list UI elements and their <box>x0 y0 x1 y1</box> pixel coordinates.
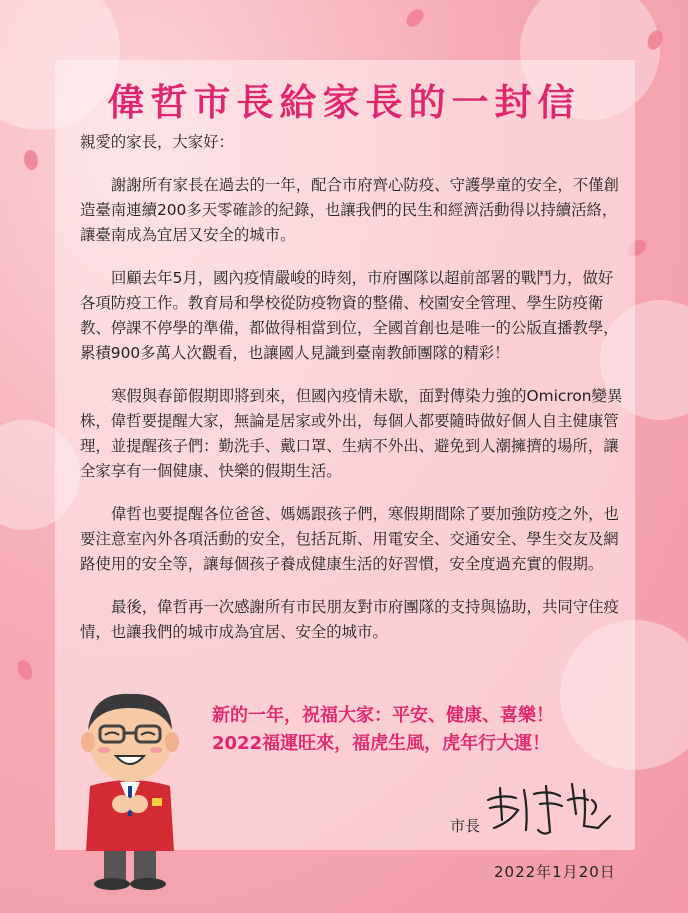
blessing-line: 2022福運旺來，福虎生風，虎年行大運！ <box>212 733 551 754</box>
mayor-cartoon-icon <box>62 686 202 891</box>
letter-date: 2022年1月20日 <box>494 863 616 881</box>
petal-decoration <box>14 658 37 682</box>
letter-paragraph: 謝謝所有家長在過去的一年，配合市府齊心防疫、守護學童的安全，不僅創造臺南連續200多天零確診的紀錄，也讓我們的民生和經濟活動得以持續活絡，讓臺南成為宜居又安全的城市。 <box>80 176 619 244</box>
letter-paragraph: 回顧去年5月，國內疫情嚴峻的時刻，市府團隊以超前部署的戰鬥力，做好各項防疫工作。教育局和學校從防疫物資的整備、校園安全管理、學生防疫衛教、停課不停學的準備，都做得相當到位，全國首創也是唯一的公版直播教學，累積900多萬人次觀看，也讓國人見識到臺南教師團隊的精彩！ <box>80 269 619 362</box>
letter-paragraph: 最後，偉哲再一次感謝所有市民朋友對市府團隊的支持與協助，共同守住疫情，也讓我們的城市成為宜居、安全的城市。 <box>80 598 619 641</box>
letter-title: 偉哲市長給家長的一封信 <box>107 80 581 124</box>
new-year-blessing <box>212 702 554 758</box>
letter-paragraph: 偉哲也要提醒各位爸爸、媽媽跟孩子們，寒假期間除了要加強防疫之外，也要注意室內外各項活動的安全，包括瓦斯、用電安全、交通安全、學生交友及網路使用的安全等，讓每個孩子養成健康生活的好習慣，安全度過充實的假期。 <box>80 505 619 573</box>
blessing-line: 新的一年，祝福大家：平安、健康、喜樂！ <box>212 705 554 726</box>
signature-label: 市長 <box>450 817 481 835</box>
petal-decoration <box>21 148 41 172</box>
handwritten-signature-icon <box>480 770 620 840</box>
letter-body <box>80 130 628 663</box>
letter-paragraph: 寒假與春節假期即將到來，但國內疫情未歇，面對傳染力強的Omicron變異株，偉哲要提醒大家，無論是居家或外出，每個人都要隨時做好個人自主健康管理，並提醒孩子們：勤洗手、戴口罩、生病不外出、避免到人潮擁擠的場所，讓全家享有一個健康、快樂的假期生活。 <box>80 387 623 480</box>
petal-decoration <box>404 6 426 30</box>
salutation: 親愛的家長，大家好： <box>80 133 234 151</box>
